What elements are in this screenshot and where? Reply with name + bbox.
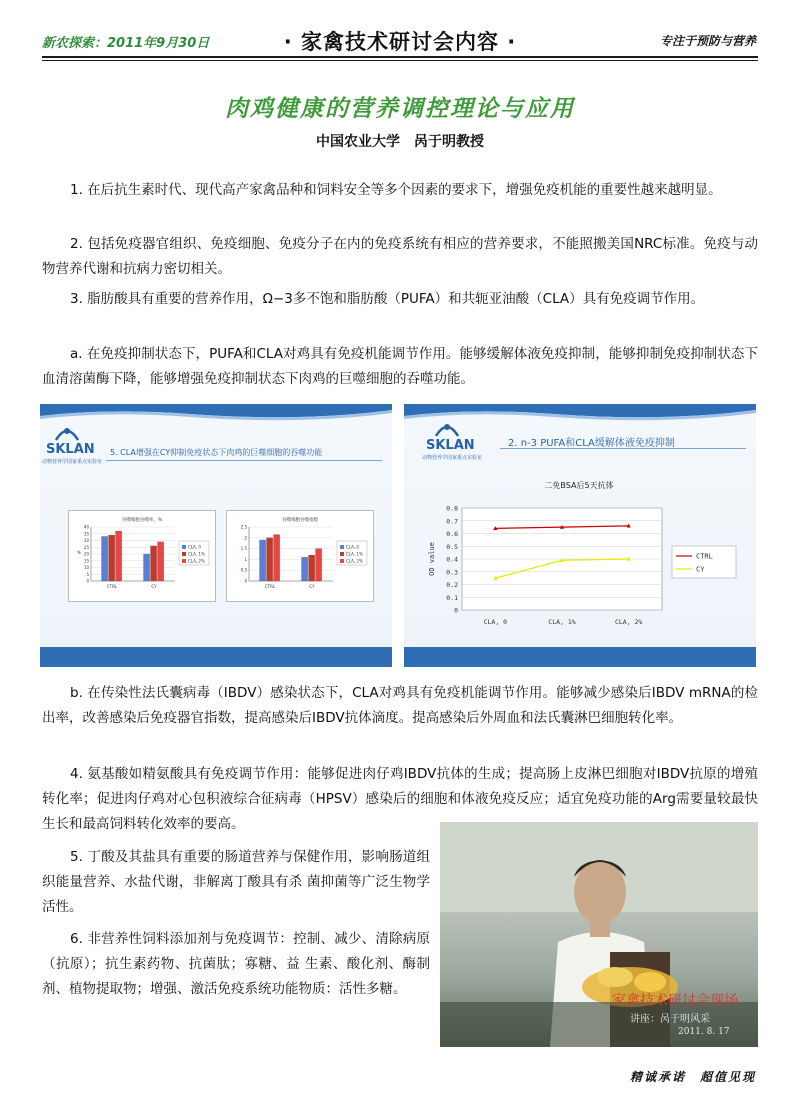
y-tick-label: 0.5	[446, 542, 458, 551]
sklan-logo-text: SKLAN	[46, 442, 95, 457]
y-tick-label: 35	[83, 531, 89, 537]
paragraph-5: 5. 丁酸及其盐具有重要的肠道营养与保健作用，影响肠道组织能量营养、水盐代谢，非解离丁酸具有杀 菌抑菌等广泛生物学活性。	[42, 849, 430, 915]
photo-caption-speaker: 讲座：呙于明风采	[630, 1014, 710, 1025]
header-date: 新农探索：2011年9月30日	[42, 36, 210, 51]
y-tick-label: 15	[83, 558, 89, 564]
y-tick-label: 0	[86, 578, 89, 584]
legend-swatch	[182, 545, 186, 549]
y-tick-label: 0.6	[446, 530, 458, 538]
paragraph-2: 2. 包括免疫器官组织、免疫细胞、免疫分子在内的免疫系统有相应的营养要求，不能照搬美国NRC标准。免疫与动物营养代谢和抗病力密切相关。	[42, 236, 758, 277]
bar-ctrl-1	[267, 538, 273, 581]
x-tick-label: CY	[151, 584, 157, 589]
photo-caption-title: 家禽技术研讨会现场	[612, 993, 738, 1009]
bar-ctrl-0	[260, 540, 266, 581]
bar-ctrl-2	[116, 531, 122, 581]
chart-phagocytosis-rate	[68, 510, 216, 602]
slide2-title: 2. n-3 PUFA和CLA缓解体液免疫抑制	[508, 438, 675, 449]
header-slogan: 专注于预防与营养	[659, 34, 756, 48]
y-tick-label: 1.5	[240, 546, 247, 552]
paragraph-1: 1. 在后抗生素时代、现代高产家禽品种和饲料安全等多个因素的要求下，增强免疫机能的重要性越来越明显。	[70, 182, 722, 198]
x-tick-label: CLA, 1%	[548, 618, 576, 626]
header-title: · 家禽技术研讨会内容 ·	[283, 30, 517, 54]
y-tick-label: 2.5	[240, 524, 247, 530]
y-tick-label: 20	[83, 551, 89, 557]
bar-cy-2	[316, 549, 322, 581]
legend-label: CLA, 0	[346, 544, 359, 550]
y-axis-label: OD value	[428, 542, 436, 576]
x-tick-label: CY	[309, 584, 315, 589]
photo-caption-date: 2011. 8. 17	[678, 1027, 730, 1037]
legend-swatch	[340, 559, 344, 563]
x-tick-label: CLA, 2%	[614, 618, 643, 626]
bar-cy-1	[151, 546, 157, 581]
bar-ctrl-2	[274, 535, 280, 581]
sklan-logo-icon	[434, 418, 460, 438]
y-tick-label: 5	[86, 571, 89, 577]
article-author: 中国农业大学 呙于明教授	[316, 134, 484, 150]
chart-phagocytosis-index	[226, 510, 374, 602]
y-tick-label: 1	[244, 556, 247, 562]
slide1-title: 5. CLA增强在CY抑制免疫状态下肉鸡的巨噬细胞的吞噬功能	[110, 448, 323, 457]
chart-phagocytosis-index-svg	[227, 511, 373, 601]
y-tick-label: 0.3	[446, 568, 458, 577]
chart-phagocytosis-rate-svg	[69, 511, 215, 601]
legend-label: CLA, 1%	[188, 551, 205, 557]
paragraph-3: 3. 脂肪酸具有重要的营养作用，Ω−3多不饱和脂肪酸（PUFA）和共轭亚油酸（CLA）具有免疫调节作用。	[70, 291, 705, 307]
bar-chart-title: 吞噬细胞吞噬指数	[282, 518, 318, 523]
legend-label: CLA, 2%	[346, 558, 363, 564]
legend-swatch	[340, 545, 344, 549]
y-tick-label: 0	[454, 606, 458, 615]
slide-pufa-cla-antibody	[404, 404, 756, 667]
paragraph-3b: b. 在传染性法氏囊病毒（IBDV）感染状态下，CLA对鸡具有免疫机能调节作用。能够减少感染后IBDV mRNA的检出率，改善感染后免疫器官指数，提高感染后IBDV抗体滴度。提高感染后外周血和法氏囊淋巴细胞转化率。	[42, 685, 758, 726]
y-tick-label: 40	[83, 524, 89, 530]
x-tick-label: CTRL	[106, 584, 118, 589]
legend-label: CTRL	[696, 552, 713, 561]
footer-slogan: 精诚承诺 超值见现	[629, 1070, 756, 1084]
sklan-logo-subtext: 动物营养学国家重点实验室	[422, 455, 483, 461]
y-tick-label: 0.4	[446, 555, 458, 564]
y-tick-label: 25	[83, 544, 89, 550]
y-tick-label: 0.5	[240, 567, 247, 573]
x-tick-label: CTRL	[264, 584, 276, 589]
legend-swatch	[340, 552, 344, 556]
y-tick-label: 30	[83, 538, 89, 543]
bar-cy-1	[309, 555, 315, 581]
y-tick-label: 10	[83, 565, 89, 570]
legend-label: CLA, 0	[188, 544, 201, 550]
y-tick-label: 0.2	[446, 581, 458, 589]
paragraph-4: 4. 氨基酸如精氨酸具有免疫调节作用：能够促进肉仔鸡IBDV抗体的生成；提高肠上皮淋巴细胞对IBDV抗原的增殖转化率；促进肉仔鸡对心包积液综合征病毒（HPSV）感染后的细胞和体液免疫反应；适宜免疫功能的Arg需要量较最快生长和最高饲料转化效率的要高。	[42, 766, 758, 832]
article-title: 肉鸡健康的营养调控理论与应用	[225, 96, 575, 122]
bar-chart-title: 吞噬细胞吞噬率，%	[121, 518, 163, 523]
bar-cy-2	[158, 542, 164, 581]
paragraph-6: 6. 非营养性饲料添加剂与免疫调节：控制、减少、清除病原（抗原）；抗生素药物、抗菌肽；寡糖、益 生素、酸化剂、酶制剂、植物提取物；增强、激活免疫系统功能物质：活性多糖。	[42, 931, 430, 997]
sklan-logo-icon	[54, 422, 80, 442]
y-tick-label: 0	[244, 578, 247, 584]
y-axis-label: %	[77, 550, 81, 555]
x-tick-label: CLA, 0	[483, 618, 508, 626]
paragraph-3a: a. 在免疫抑制状态下，PUFA和CLA对鸡具有免疫机能调节作用。能够缓解体液免疫抑制，能够抑制免疫抑制状态下血清溶菌酶下降，能够增强免疫抑制状态下肉鸡的巨噬细胞的吞噬功能。	[42, 346, 758, 387]
sklan-logo-text: SKLAN	[426, 438, 475, 453]
slide-wave-decoration	[40, 404, 392, 424]
sklan-logo-subtext: 动物营养学国家重点实验室	[42, 459, 103, 465]
speaker-illustration	[440, 822, 758, 1047]
chart-bsa-antibody	[404, 474, 756, 634]
y-tick-label: 0.1	[446, 593, 458, 602]
line-chart-title: 二免BSA后5天抗体	[544, 481, 614, 490]
header-rule	[42, 56, 758, 58]
legend-label: CLA, 2%	[188, 558, 205, 564]
y-tick-label: 2	[244, 535, 247, 541]
y-tick-label: 0.7	[446, 517, 458, 526]
bar-cy-0	[144, 554, 150, 581]
legend-swatch	[182, 559, 186, 563]
legend-label: CLA, 1%	[346, 551, 363, 557]
header-rule-thin	[42, 60, 758, 61]
bar-ctrl-1	[109, 535, 115, 581]
legend-swatch	[182, 552, 186, 556]
bar-cy-0	[302, 557, 308, 581]
bar-ctrl-0	[102, 536, 108, 581]
legend-label: CY	[696, 565, 705, 574]
y-tick-label: 0.8	[446, 504, 458, 513]
slide-cla-macrophage	[40, 404, 392, 667]
seminar-photo	[440, 822, 758, 1047]
